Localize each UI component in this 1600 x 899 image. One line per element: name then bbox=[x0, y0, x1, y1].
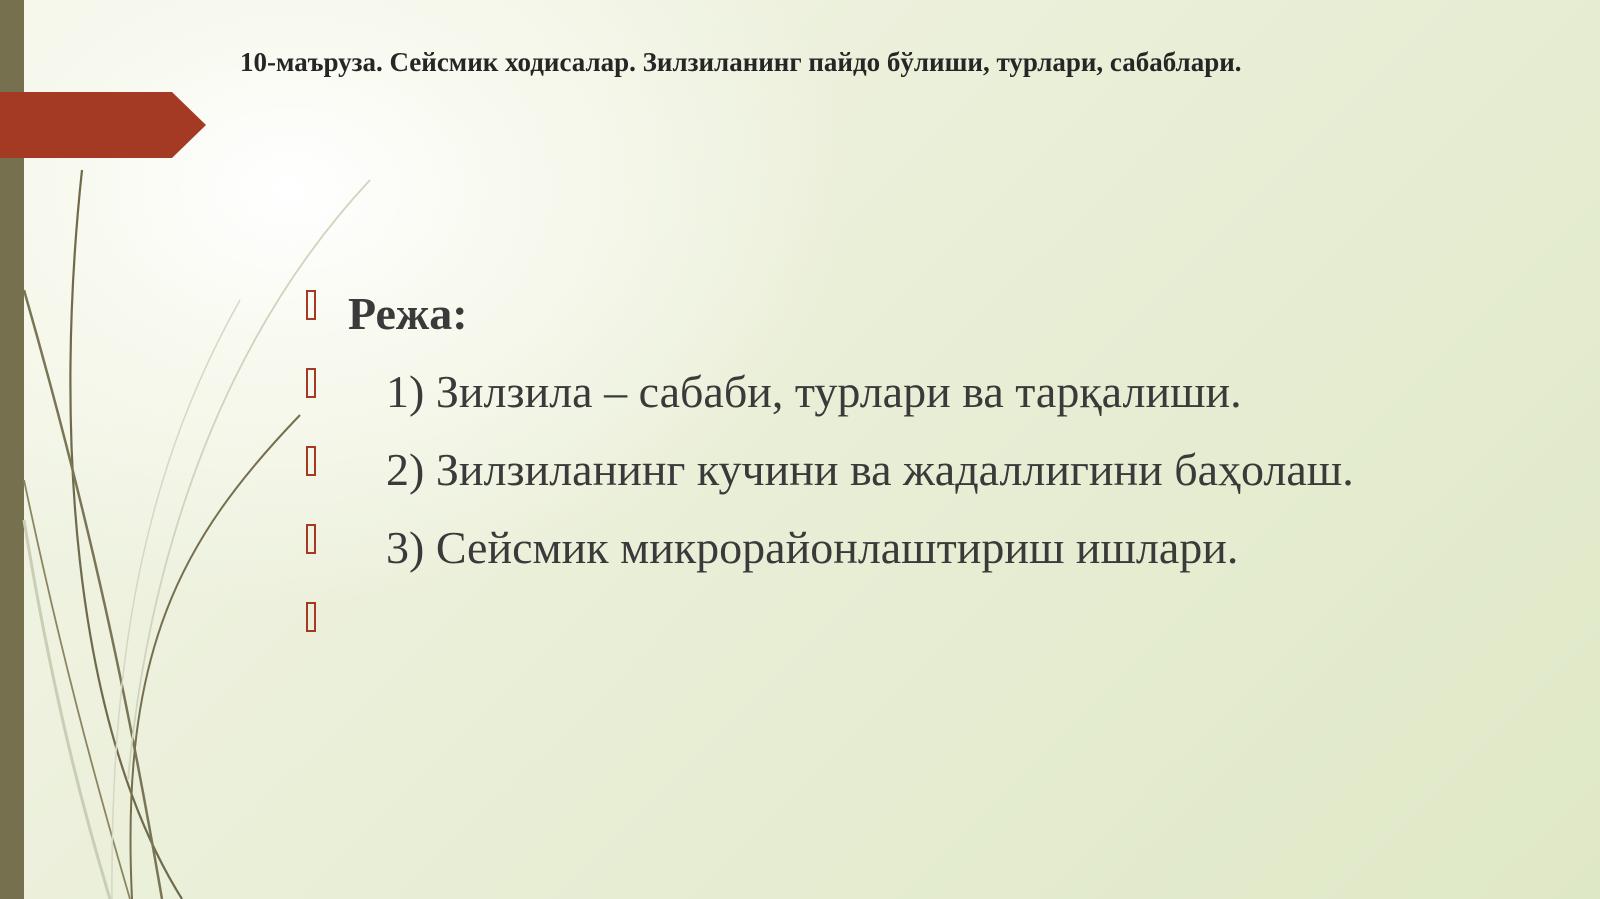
bullet-icon bbox=[306, 290, 316, 320]
bullet-icon bbox=[306, 368, 316, 398]
list-item bbox=[300, 360, 1440, 424]
grass-stroke-2 bbox=[24, 290, 162, 899]
list-item bbox=[300, 438, 1440, 502]
grass-stroke-1 bbox=[70, 170, 182, 899]
plan-heading: Режа: bbox=[348, 288, 468, 339]
bullet-icon bbox=[306, 446, 316, 476]
slide-content bbox=[300, 282, 1440, 672]
slide-title: 10-маъруза. Сейсмик ходисалар. Зилзиланинг пайдо бўлиши, турлари, сабаблари. bbox=[240, 47, 1242, 77]
list-item-text: 3) Сейсмик микрорайонлаштириш ишлари. bbox=[386, 522, 1239, 573]
bullet-icon bbox=[306, 524, 316, 554]
list-item-text: 1) Зилзила – сабаби, турлари ва тарқалиши. bbox=[386, 366, 1242, 417]
bullet-icon bbox=[306, 602, 316, 632]
list-item bbox=[300, 516, 1440, 580]
grass-stroke-4 bbox=[130, 415, 300, 899]
list-item-empty bbox=[300, 594, 1440, 658]
red-arrow-banner bbox=[0, 92, 206, 158]
list-item-heading bbox=[300, 282, 1440, 346]
list-item-text: 2) Зилзиланинг кучини ва жадаллигини баҳолаш. bbox=[386, 444, 1354, 495]
